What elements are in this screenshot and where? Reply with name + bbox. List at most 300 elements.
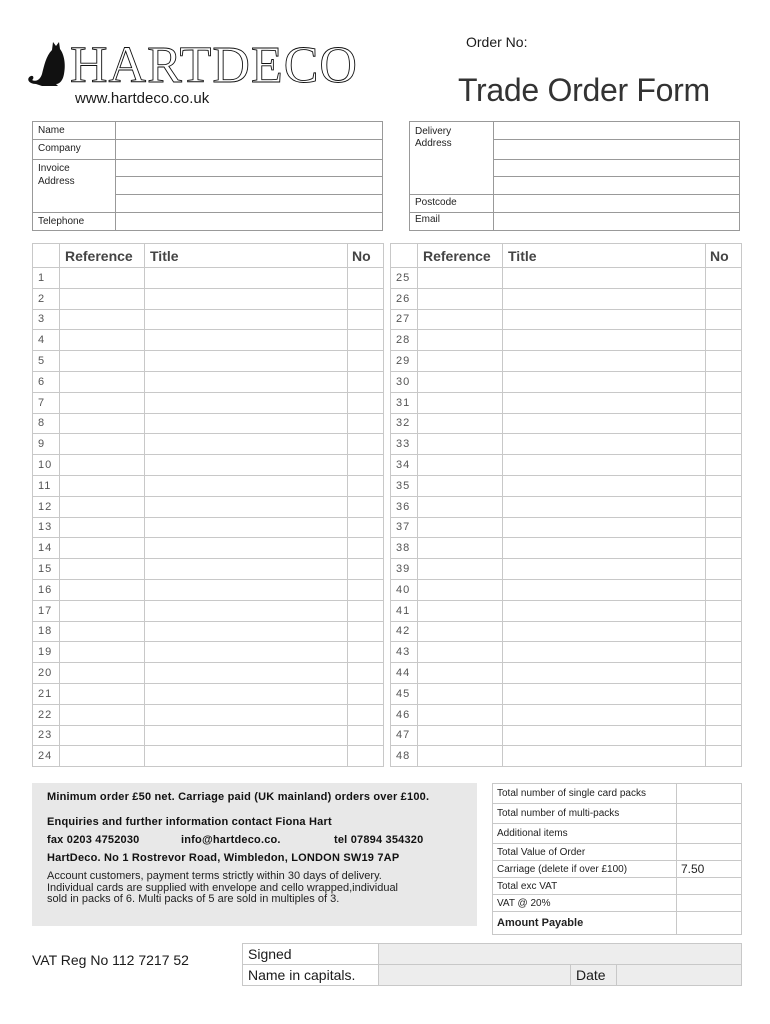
delivery-address-label: Address bbox=[415, 138, 452, 149]
row-number: 24 bbox=[33, 746, 60, 767]
row-number: 16 bbox=[33, 579, 60, 600]
quantity-cell[interactable] bbox=[706, 496, 742, 517]
row-number: 18 bbox=[33, 621, 60, 642]
order-row bbox=[391, 371, 742, 392]
delivery-label: Delivery bbox=[415, 126, 452, 137]
quantity-cell[interactable] bbox=[348, 351, 384, 372]
signature-table bbox=[242, 943, 742, 986]
reference-cell[interactable] bbox=[60, 517, 145, 538]
order-row bbox=[391, 475, 742, 496]
title-cell[interactable] bbox=[503, 600, 706, 621]
vat-label: VAT @ 20% bbox=[493, 895, 677, 912]
quantity-cell[interactable] bbox=[706, 309, 742, 330]
order-row bbox=[33, 704, 384, 725]
reference-cell[interactable] bbox=[60, 268, 145, 289]
title-cell[interactable] bbox=[145, 496, 348, 517]
quantity-cell[interactable] bbox=[706, 704, 742, 725]
reference-cell[interactable] bbox=[418, 579, 503, 600]
terms-line: Account customers, payment terms strictly within 30 days of delivery. bbox=[47, 870, 382, 882]
row-number: 14 bbox=[33, 538, 60, 559]
form-title: Trade Order Form bbox=[458, 72, 710, 108]
order-row bbox=[33, 455, 384, 476]
delivery-details bbox=[409, 121, 740, 231]
order-row bbox=[391, 538, 742, 559]
order-row bbox=[33, 746, 384, 767]
order-row bbox=[391, 455, 742, 476]
reference-cell[interactable] bbox=[418, 559, 503, 580]
row-number: 6 bbox=[33, 371, 60, 392]
order-row bbox=[33, 517, 384, 538]
postcode-field[interactable] bbox=[495, 195, 739, 212]
reference-cell[interactable] bbox=[60, 288, 145, 309]
order-row bbox=[391, 434, 742, 455]
title-cell[interactable] bbox=[503, 642, 706, 663]
order-table-right bbox=[390, 243, 742, 767]
order-row bbox=[391, 288, 742, 309]
quantity-cell[interactable] bbox=[348, 704, 384, 725]
order-row bbox=[33, 663, 384, 684]
invoice-address-label: Address bbox=[38, 176, 75, 187]
reference-cell[interactable] bbox=[418, 725, 503, 746]
reference-cell[interactable] bbox=[60, 475, 145, 496]
title-cell[interactable] bbox=[145, 663, 348, 684]
quantity-cell[interactable] bbox=[706, 351, 742, 372]
minimum-order-text: Minimum order £50 net. Carriage paid (UK mainland) orders over £100. bbox=[47, 791, 430, 803]
terms-line: sold in packs of 6. Multi packs of 5 are sold in multiples of 3. bbox=[47, 893, 340, 905]
row-number: 35 bbox=[391, 475, 418, 496]
row-number: 25 bbox=[391, 268, 418, 289]
postcode-label: Postcode bbox=[415, 197, 457, 208]
quantity-cell[interactable] bbox=[706, 725, 742, 746]
title-cell[interactable] bbox=[503, 621, 706, 642]
company-label: Company bbox=[38, 143, 81, 154]
telephone-field[interactable] bbox=[117, 213, 382, 231]
order-row bbox=[391, 496, 742, 517]
row-number: 46 bbox=[391, 704, 418, 725]
hartdeco-logo bbox=[22, 34, 400, 88]
order-row bbox=[33, 683, 384, 704]
title-cell[interactable] bbox=[145, 330, 348, 351]
reference-cell[interactable] bbox=[60, 330, 145, 351]
quantity-cell[interactable] bbox=[348, 683, 384, 704]
title-cell[interactable] bbox=[145, 600, 348, 621]
totals-row bbox=[493, 878, 742, 895]
order-table-header bbox=[33, 244, 384, 268]
reference-cell[interactable] bbox=[418, 704, 503, 725]
title-cell[interactable] bbox=[503, 434, 706, 455]
reference-cell[interactable] bbox=[60, 496, 145, 517]
row-number: 38 bbox=[391, 538, 418, 559]
order-row bbox=[391, 330, 742, 351]
title-cell[interactable] bbox=[145, 413, 348, 434]
order-table-header bbox=[391, 244, 742, 268]
totals-row bbox=[493, 895, 742, 912]
order-row bbox=[33, 496, 384, 517]
totals-row bbox=[493, 844, 742, 861]
row-number: 45 bbox=[391, 683, 418, 704]
order-row bbox=[33, 725, 384, 746]
total-value-label: Total Value of Order bbox=[493, 844, 677, 861]
title-cell[interactable] bbox=[503, 725, 706, 746]
invoice-label: Invoice bbox=[38, 163, 70, 174]
reference-cell[interactable] bbox=[418, 475, 503, 496]
title-cell[interactable] bbox=[503, 288, 706, 309]
row-number: 22 bbox=[33, 704, 60, 725]
title-cell[interactable] bbox=[503, 496, 706, 517]
quantity-cell[interactable] bbox=[706, 517, 742, 538]
order-row bbox=[391, 517, 742, 538]
reference-cell[interactable] bbox=[60, 663, 145, 684]
quantity-cell[interactable] bbox=[348, 392, 384, 413]
total-value-value[interactable] bbox=[677, 844, 742, 861]
reference-cell[interactable] bbox=[60, 309, 145, 330]
quantity-header: No bbox=[706, 244, 742, 268]
title-cell[interactable] bbox=[503, 371, 706, 392]
payment-terms bbox=[47, 871, 467, 906]
row-number: 1 bbox=[33, 268, 60, 289]
title-cell[interactable] bbox=[145, 351, 348, 372]
date-label: Date bbox=[571, 965, 617, 986]
quantity-cell[interactable] bbox=[348, 538, 384, 559]
quantity-cell[interactable] bbox=[348, 455, 384, 476]
reference-cell[interactable] bbox=[60, 455, 145, 476]
title-cell[interactable] bbox=[503, 330, 706, 351]
quantity-cell[interactable] bbox=[348, 330, 384, 351]
reference-cell[interactable] bbox=[418, 621, 503, 642]
title-cell[interactable] bbox=[145, 455, 348, 476]
reference-cell[interactable] bbox=[418, 288, 503, 309]
quantity-cell[interactable] bbox=[348, 642, 384, 663]
row-number: 41 bbox=[391, 600, 418, 621]
order-row bbox=[33, 559, 384, 580]
quantity-cell[interactable] bbox=[706, 475, 742, 496]
order-row bbox=[391, 309, 742, 330]
row-number: 48 bbox=[391, 746, 418, 767]
telephone-label: Telephone bbox=[38, 216, 85, 227]
reference-cell[interactable] bbox=[60, 600, 145, 621]
title-cell[interactable] bbox=[145, 559, 348, 580]
fax-number: fax 0203 4752030 bbox=[47, 834, 140, 846]
quantity-cell[interactable] bbox=[706, 642, 742, 663]
row-number: 15 bbox=[33, 559, 60, 580]
reference-cell[interactable] bbox=[418, 371, 503, 392]
title-cell[interactable] bbox=[503, 579, 706, 600]
reference-cell[interactable] bbox=[60, 746, 145, 767]
quantity-cell[interactable] bbox=[706, 371, 742, 392]
title-header: Title bbox=[503, 244, 706, 268]
row-number: 7 bbox=[33, 392, 60, 413]
title-cell[interactable] bbox=[503, 351, 706, 372]
order-row bbox=[33, 579, 384, 600]
quantity-cell[interactable] bbox=[348, 496, 384, 517]
row-number: 11 bbox=[33, 475, 60, 496]
date-field[interactable] bbox=[617, 965, 742, 986]
reference-cell[interactable] bbox=[60, 579, 145, 600]
row-number: 2 bbox=[33, 288, 60, 309]
reference-cell[interactable] bbox=[418, 496, 503, 517]
title-cell[interactable] bbox=[503, 392, 706, 413]
reference-header: Reference bbox=[418, 244, 503, 268]
single-packs-label: Total number of single card packs bbox=[493, 784, 677, 804]
quantity-cell[interactable] bbox=[706, 663, 742, 684]
quantity-cell[interactable] bbox=[348, 413, 384, 434]
delivery-address-field[interactable] bbox=[495, 122, 739, 194]
order-row bbox=[391, 392, 742, 413]
title-cell[interactable] bbox=[145, 371, 348, 392]
title-cell[interactable] bbox=[145, 268, 348, 289]
order-row bbox=[391, 704, 742, 725]
name-caps-row bbox=[243, 965, 742, 986]
row-number: 10 bbox=[33, 455, 60, 476]
quantity-cell[interactable] bbox=[348, 475, 384, 496]
amount-payable-value[interactable] bbox=[677, 912, 742, 935]
quantity-cell[interactable] bbox=[348, 559, 384, 580]
invoice-details bbox=[32, 121, 383, 231]
quantity-cell[interactable] bbox=[348, 579, 384, 600]
total-exc-vat-label: Total exc VAT bbox=[493, 878, 677, 895]
quantity-cell[interactable] bbox=[706, 683, 742, 704]
quantity-cell[interactable] bbox=[348, 517, 384, 538]
invoice-address-field[interactable] bbox=[117, 160, 382, 212]
title-cell[interactable] bbox=[503, 559, 706, 580]
row-number-header bbox=[33, 244, 60, 268]
title-cell[interactable] bbox=[145, 434, 348, 455]
order-row bbox=[33, 600, 384, 621]
title-cell[interactable] bbox=[145, 746, 348, 767]
name-capitals-field[interactable] bbox=[379, 965, 571, 986]
title-cell[interactable] bbox=[145, 683, 348, 704]
total-exc-vat-value[interactable] bbox=[677, 878, 742, 895]
order-row bbox=[391, 351, 742, 372]
reference-cell[interactable] bbox=[418, 663, 503, 684]
email-label: Email bbox=[415, 214, 441, 225]
reference-cell[interactable] bbox=[60, 559, 145, 580]
row-number: 34 bbox=[391, 455, 418, 476]
signature-field[interactable] bbox=[379, 944, 742, 965]
row-number: 29 bbox=[391, 351, 418, 372]
totals-row bbox=[493, 861, 742, 878]
order-row bbox=[391, 683, 742, 704]
title-cell[interactable] bbox=[503, 475, 706, 496]
reference-cell[interactable] bbox=[418, 642, 503, 663]
title-cell[interactable] bbox=[503, 538, 706, 559]
reference-cell[interactable] bbox=[418, 517, 503, 538]
row-number: 19 bbox=[33, 642, 60, 663]
quantity-cell[interactable] bbox=[706, 330, 742, 351]
quantity-cell[interactable] bbox=[348, 434, 384, 455]
order-row bbox=[391, 725, 742, 746]
carriage-value[interactable]: 7.50 bbox=[677, 861, 742, 878]
order-table-left bbox=[32, 243, 384, 767]
row-number: 9 bbox=[33, 434, 60, 455]
title-cell[interactable] bbox=[503, 413, 706, 434]
reference-cell[interactable] bbox=[418, 455, 503, 476]
quantity-cell[interactable] bbox=[706, 579, 742, 600]
reference-cell[interactable] bbox=[60, 392, 145, 413]
title-cell[interactable] bbox=[503, 309, 706, 330]
reference-cell[interactable] bbox=[418, 746, 503, 767]
reference-cell[interactable] bbox=[418, 309, 503, 330]
order-row bbox=[33, 392, 384, 413]
row-number: 37 bbox=[391, 517, 418, 538]
reference-cell[interactable] bbox=[60, 351, 145, 372]
quantity-cell[interactable] bbox=[706, 392, 742, 413]
title-cell[interactable] bbox=[145, 579, 348, 600]
business-address: HartDeco. No 1 Rostrevor Road, Wimbledon, LONDON SW19 7AP bbox=[47, 852, 400, 864]
quantity-cell[interactable] bbox=[706, 559, 742, 580]
reference-cell[interactable] bbox=[418, 351, 503, 372]
title-cell[interactable] bbox=[503, 704, 706, 725]
reference-cell[interactable] bbox=[60, 725, 145, 746]
row-number: 12 bbox=[33, 496, 60, 517]
website-url: www.hartdeco.co.uk bbox=[75, 90, 210, 107]
title-cell[interactable] bbox=[145, 392, 348, 413]
quantity-cell[interactable] bbox=[348, 663, 384, 684]
quantity-cell[interactable] bbox=[706, 434, 742, 455]
logo-wordmark: HARTDECO bbox=[70, 37, 358, 88]
title-cell[interactable] bbox=[145, 621, 348, 642]
additional-items-value[interactable] bbox=[677, 824, 742, 844]
reference-cell[interactable] bbox=[418, 683, 503, 704]
name-label: Name bbox=[38, 125, 65, 136]
row-number: 42 bbox=[391, 621, 418, 642]
reference-cell[interactable] bbox=[60, 642, 145, 663]
order-row bbox=[33, 538, 384, 559]
reference-cell[interactable] bbox=[418, 538, 503, 559]
title-cell[interactable] bbox=[145, 725, 348, 746]
row-number: 36 bbox=[391, 496, 418, 517]
order-row bbox=[33, 413, 384, 434]
quantity-cell[interactable] bbox=[706, 621, 742, 642]
order-row bbox=[391, 663, 742, 684]
reference-cell[interactable] bbox=[418, 600, 503, 621]
quantity-cell[interactable] bbox=[348, 725, 384, 746]
vat-registration: VAT Reg No 112 7217 52 bbox=[32, 952, 189, 968]
amount-payable-label: Amount Payable bbox=[493, 912, 677, 935]
title-cell[interactable] bbox=[145, 517, 348, 538]
order-row bbox=[33, 642, 384, 663]
name-field[interactable] bbox=[117, 122, 382, 139]
reference-cell[interactable] bbox=[418, 330, 503, 351]
contact-telephone: tel 07894 354320 bbox=[334, 834, 424, 846]
terms-info-box bbox=[32, 783, 477, 926]
order-totals-table bbox=[492, 783, 742, 935]
row-number: 33 bbox=[391, 434, 418, 455]
multi-packs-value[interactable] bbox=[677, 804, 742, 824]
reference-cell[interactable] bbox=[418, 268, 503, 289]
row-number: 4 bbox=[33, 330, 60, 351]
reference-cell[interactable] bbox=[60, 434, 145, 455]
quantity-cell[interactable] bbox=[706, 268, 742, 289]
order-row bbox=[33, 330, 384, 351]
quantity-cell[interactable] bbox=[706, 455, 742, 476]
quantity-cell[interactable] bbox=[348, 621, 384, 642]
reference-cell[interactable] bbox=[418, 392, 503, 413]
multi-packs-label: Total number of multi-packs bbox=[493, 804, 677, 824]
title-cell[interactable] bbox=[503, 746, 706, 767]
title-cell[interactable] bbox=[503, 268, 706, 289]
row-number: 43 bbox=[391, 642, 418, 663]
quantity-cell[interactable] bbox=[348, 746, 384, 767]
cat-logo-icon bbox=[28, 42, 65, 86]
title-cell[interactable] bbox=[145, 538, 348, 559]
enquiries-text: Enquiries and further information contact Fiona Hart bbox=[47, 816, 332, 828]
row-number: 5 bbox=[33, 351, 60, 372]
title-cell[interactable] bbox=[503, 517, 706, 538]
quantity-cell[interactable] bbox=[348, 371, 384, 392]
reference-cell[interactable] bbox=[60, 413, 145, 434]
row-number: 27 bbox=[391, 309, 418, 330]
quantity-cell[interactable] bbox=[706, 288, 742, 309]
title-cell[interactable] bbox=[145, 475, 348, 496]
title-cell[interactable] bbox=[145, 288, 348, 309]
quantity-cell[interactable] bbox=[348, 288, 384, 309]
reference-cell[interactable] bbox=[60, 683, 145, 704]
totals-row bbox=[493, 784, 742, 804]
quantity-cell[interactable] bbox=[706, 746, 742, 767]
reference-cell[interactable] bbox=[60, 538, 145, 559]
title-cell[interactable] bbox=[503, 455, 706, 476]
order-row bbox=[391, 642, 742, 663]
title-cell[interactable] bbox=[145, 704, 348, 725]
company-field[interactable] bbox=[117, 140, 382, 159]
row-number: 47 bbox=[391, 725, 418, 746]
signed-label: Signed bbox=[243, 944, 379, 965]
title-cell[interactable] bbox=[503, 663, 706, 684]
title-cell[interactable] bbox=[145, 642, 348, 663]
order-row bbox=[391, 579, 742, 600]
order-row bbox=[33, 434, 384, 455]
title-cell[interactable] bbox=[503, 683, 706, 704]
order-row bbox=[33, 621, 384, 642]
order-row bbox=[391, 413, 742, 434]
row-number: 39 bbox=[391, 559, 418, 580]
vat-value[interactable] bbox=[677, 895, 742, 912]
reference-cell[interactable] bbox=[418, 434, 503, 455]
quantity-cell[interactable] bbox=[348, 268, 384, 289]
email-field[interactable] bbox=[495, 213, 739, 231]
quantity-header: No bbox=[348, 244, 384, 268]
order-row bbox=[33, 268, 384, 289]
title-cell[interactable] bbox=[145, 309, 348, 330]
single-packs-value[interactable] bbox=[677, 784, 742, 804]
row-number: 23 bbox=[33, 725, 60, 746]
quantity-cell[interactable] bbox=[706, 413, 742, 434]
reference-cell[interactable] bbox=[60, 704, 145, 725]
order-row bbox=[391, 268, 742, 289]
quantity-cell[interactable] bbox=[706, 600, 742, 621]
reference-cell[interactable] bbox=[418, 413, 503, 434]
order-row bbox=[33, 351, 384, 372]
row-number: 30 bbox=[391, 371, 418, 392]
order-row bbox=[33, 309, 384, 330]
quantity-cell[interactable] bbox=[348, 309, 384, 330]
order-no-label: Order No: bbox=[466, 34, 528, 50]
row-number-header bbox=[391, 244, 418, 268]
row-number: 32 bbox=[391, 413, 418, 434]
row-number: 31 bbox=[391, 392, 418, 413]
reference-cell[interactable] bbox=[60, 371, 145, 392]
order-row bbox=[391, 559, 742, 580]
order-row bbox=[33, 288, 384, 309]
reference-cell[interactable] bbox=[60, 621, 145, 642]
row-number: 21 bbox=[33, 683, 60, 704]
quantity-cell[interactable] bbox=[706, 538, 742, 559]
quantity-cell[interactable] bbox=[348, 600, 384, 621]
order-row bbox=[391, 600, 742, 621]
totals-row bbox=[493, 804, 742, 824]
row-number: 13 bbox=[33, 517, 60, 538]
